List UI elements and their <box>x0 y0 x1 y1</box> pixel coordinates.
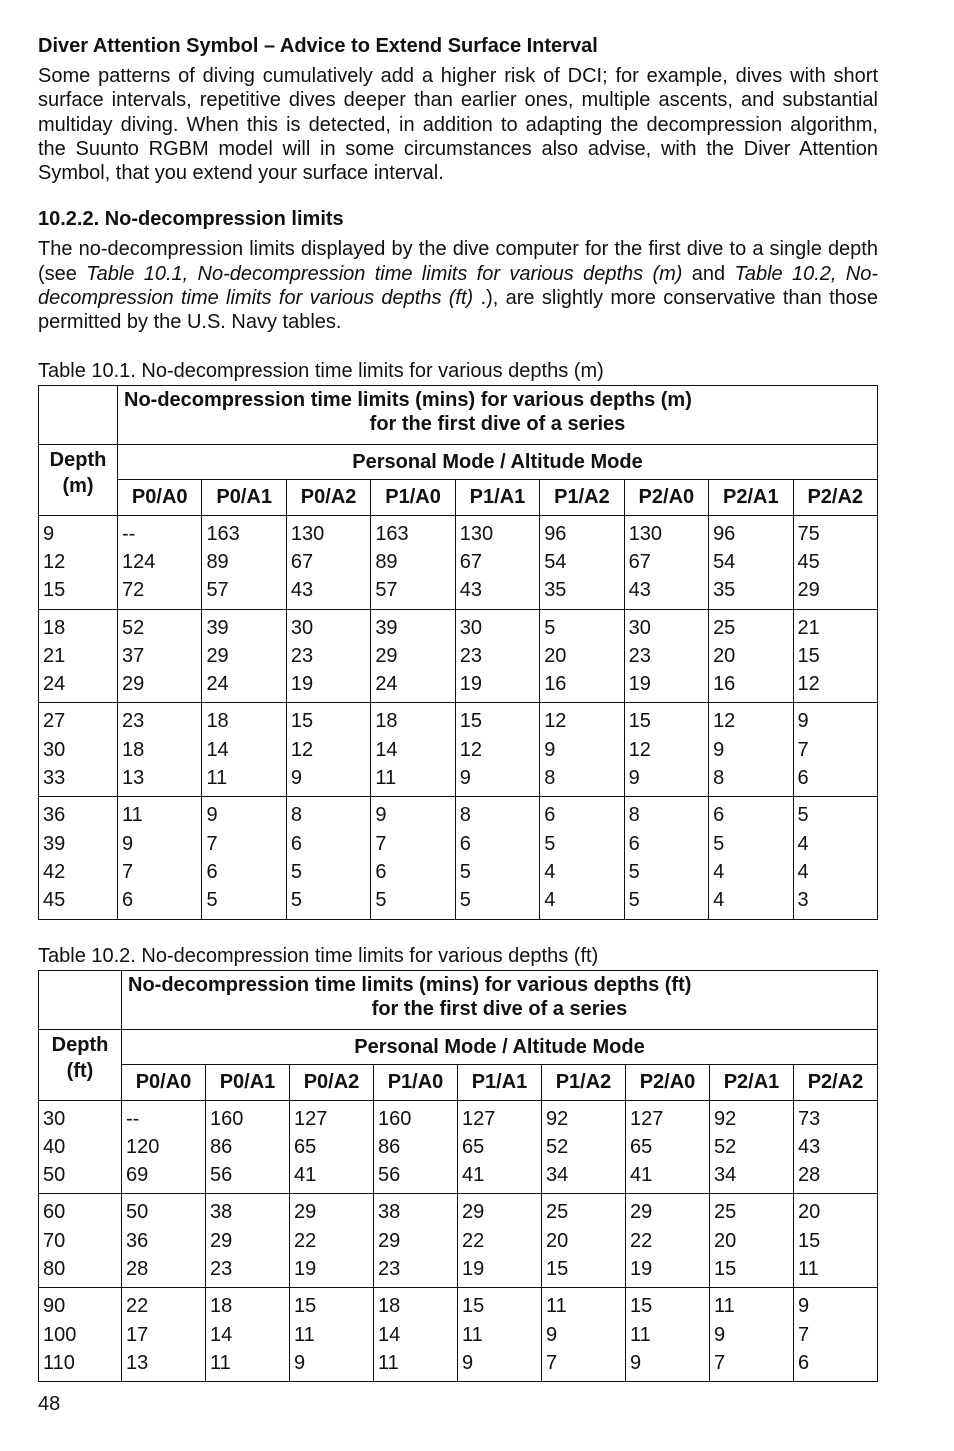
section-body-no-deco-limits: The no-decompression limits displayed by the dive computer for the first dive to a single depth (see Table 10.1, No-decompression time limits for various depths (m) and Table 10.2, No-decompression time limits for various depths (ft) .), are slightly more conservative than those permitted by the U.S. Navy tables. <box>38 238 879 334</box>
limit-cell: 15 12 9 <box>624 703 708 797</box>
section-heading-diver-attention: Diver Attention Symbol – Advice to Extend Surface Interval <box>38 35 598 57</box>
table-row <box>39 797 878 919</box>
depth-column-header: Depth (m) <box>39 444 118 515</box>
limit-cell: 130 67 43 <box>455 515 539 609</box>
mode-column-header: P0/A1 <box>202 479 286 515</box>
document-page <box>38 34 878 1382</box>
section-body-diver-attention: Some patterns of diving cumulatively add a higher risk of DCI; for example, dives with short surface intervals, repetitive dives deeper than earlier ones, multiple ascents, and substantial multiday diving. When this is detected, in addition to adapting the decompression algorithm, the Suunto RGBM model will in some circumstances also advise, with the Diver Attention Symbol, that you extend your surface interval. <box>38 65 878 185</box>
limit-cell: 15 12 9 <box>455 703 539 797</box>
no-deco-table-2 <box>38 970 878 1383</box>
limit-cell: 25 20 16 <box>709 609 793 703</box>
mode-header: Personal Mode / Altitude Mode <box>118 444 878 479</box>
limit-cell: 30 23 19 <box>455 609 539 703</box>
table-corner-cell <box>39 970 122 1029</box>
mode-column-header: P0/A0 <box>118 479 202 515</box>
table-title: No-decompression time limits (mins) for various depths (ft) for the first dive of a series <box>122 970 878 1029</box>
limit-cell: -- 124 72 <box>118 515 202 609</box>
limit-cell: 29 22 19 <box>458 1194 542 1288</box>
table-10-1-reference[interactable]: Table 10.1, No-decompression time limits for various depths (m) <box>86 262 683 285</box>
table-row <box>39 703 878 797</box>
limit-cell: 21 15 12 <box>793 609 878 703</box>
limit-cell: 9 7 6 5 <box>202 797 286 919</box>
mode-column-header: P2/A0 <box>624 479 708 515</box>
limit-cell: -- 120 69 <box>122 1100 206 1194</box>
limit-cell: 73 43 28 <box>794 1100 878 1194</box>
limit-cell: 11 9 7 <box>542 1288 626 1382</box>
depth-cell: 27 30 33 <box>39 703 118 797</box>
limit-cell: 12 9 8 <box>709 703 793 797</box>
limit-cell: 29 22 19 <box>290 1194 374 1288</box>
limit-cell: 92 52 34 <box>710 1100 794 1194</box>
limit-cell: 18 14 11 <box>206 1288 290 1382</box>
limit-cell: 127 65 41 <box>290 1100 374 1194</box>
limit-cell: 50 36 28 <box>122 1194 206 1288</box>
limit-cell: 9 7 6 <box>794 1288 878 1382</box>
page-number: 48 <box>38 1393 61 1415</box>
limit-cell: 127 65 41 <box>458 1100 542 1194</box>
limit-cell: 5 4 4 3 <box>793 797 878 919</box>
limit-cell: 38 29 23 <box>206 1194 290 1288</box>
table-caption: Table 10.1. No-decompression time limits for various depths (m) <box>38 359 604 382</box>
mode-column-header: P2/A2 <box>793 479 878 515</box>
mode-column-header: P0/A2 <box>286 479 370 515</box>
mode-column-header: P1/A1 <box>455 479 539 515</box>
limit-cell: 52 37 29 <box>118 609 202 703</box>
mode-column-header: P1/A0 <box>374 1064 458 1100</box>
mode-column-header: P0/A1 <box>206 1064 290 1100</box>
mode-header: Personal Mode / Altitude Mode <box>122 1029 878 1064</box>
limit-cell: 96 54 35 <box>709 515 793 609</box>
limit-cell: 9 7 6 <box>793 703 878 797</box>
limit-cell: 39 29 24 <box>371 609 455 703</box>
limit-cell: 130 67 43 <box>286 515 370 609</box>
limit-cell: 11 9 7 <box>710 1288 794 1382</box>
table-10-2-reference[interactable]: Table 10.2, No-decompression time limits for various depths (ft) <box>38 262 879 310</box>
limit-cell: 8 6 5 5 <box>455 797 539 919</box>
limit-cell: 29 22 19 <box>626 1194 710 1288</box>
limit-cell: 38 29 23 <box>374 1194 458 1288</box>
limit-cell: 20 15 11 <box>794 1194 878 1288</box>
limit-cell: 163 89 57 <box>371 515 455 609</box>
mode-column-header: P2/A0 <box>626 1064 710 1100</box>
limit-cell: 5 20 16 <box>540 609 624 703</box>
limit-cell: 15 11 9 <box>290 1288 374 1382</box>
limit-cell: 18 14 11 <box>374 1288 458 1382</box>
table-caption: Table 10.2. No-decompression time limits for various depths (ft) <box>38 944 599 967</box>
limit-cell: 15 11 9 <box>626 1288 710 1382</box>
limit-cell: 8 6 5 5 <box>286 797 370 919</box>
mode-column-header: P1/A2 <box>540 479 624 515</box>
depth-cell: 9 12 15 <box>39 515 118 609</box>
limit-cell: 39 29 24 <box>202 609 286 703</box>
limit-cell: 11 9 7 6 <box>118 797 202 919</box>
limit-cell: 18 14 11 <box>371 703 455 797</box>
limit-cell: 127 65 41 <box>626 1100 710 1194</box>
table-row <box>39 1194 878 1288</box>
limit-cell: 96 54 35 <box>540 515 624 609</box>
mode-column-header: P2/A2 <box>794 1064 878 1100</box>
limit-cell: 30 23 19 <box>624 609 708 703</box>
limit-cell: 30 23 19 <box>286 609 370 703</box>
table-title: No-decompression time limits (mins) for various depths (m) for the first dive of a series <box>118 385 878 444</box>
limit-cell: 160 86 56 <box>206 1100 290 1194</box>
limit-cell: 23 18 13 <box>118 703 202 797</box>
depth-cell: 90 100 110 <box>39 1288 122 1382</box>
mode-column-header: P1/A0 <box>371 479 455 515</box>
limit-cell: 12 9 8 <box>540 703 624 797</box>
table-corner-cell <box>39 385 118 444</box>
limit-cell: 25 20 15 <box>542 1194 626 1288</box>
limit-cell: 6 5 4 4 <box>540 797 624 919</box>
mode-column-header: P2/A1 <box>710 1064 794 1100</box>
limit-cell: 8 6 5 5 <box>624 797 708 919</box>
limit-cell: 163 89 57 <box>202 515 286 609</box>
limit-cell: 22 17 13 <box>122 1288 206 1382</box>
mode-column-header: P1/A1 <box>458 1064 542 1100</box>
table-row <box>39 1288 878 1382</box>
depth-cell: 18 21 24 <box>39 609 118 703</box>
limit-cell: 92 52 34 <box>542 1100 626 1194</box>
limit-cell: 130 67 43 <box>624 515 708 609</box>
depth-cell: 36 39 42 45 <box>39 797 118 919</box>
limit-cell: 9 7 6 5 <box>371 797 455 919</box>
mode-column-header: P0/A2 <box>290 1064 374 1100</box>
section-heading-no-deco-limits: 10.2.2. No-decompression limits <box>38 208 344 231</box>
depth-cell: 30 40 50 <box>39 1100 122 1194</box>
mode-column-header: P0/A0 <box>122 1064 206 1100</box>
limit-cell: 6 5 4 4 <box>709 797 793 919</box>
table-row <box>39 1100 878 1194</box>
limit-cell: 25 20 15 <box>710 1194 794 1288</box>
limit-cell: 160 86 56 <box>374 1100 458 1194</box>
tables-container <box>38 359 878 1383</box>
depth-column-header: Depth (ft) <box>39 1029 122 1100</box>
depth-cell: 60 70 80 <box>39 1194 122 1288</box>
limit-cell: 15 11 9 <box>458 1288 542 1382</box>
limit-cell: 15 12 9 <box>286 703 370 797</box>
mode-column-header: P2/A1 <box>709 479 793 515</box>
table-row <box>39 609 878 703</box>
limit-cell: 75 45 29 <box>793 515 878 609</box>
no-deco-table-1 <box>38 385 878 920</box>
table-row <box>39 515 878 609</box>
limit-cell: 18 14 11 <box>202 703 286 797</box>
mode-column-header: P1/A2 <box>542 1064 626 1100</box>
